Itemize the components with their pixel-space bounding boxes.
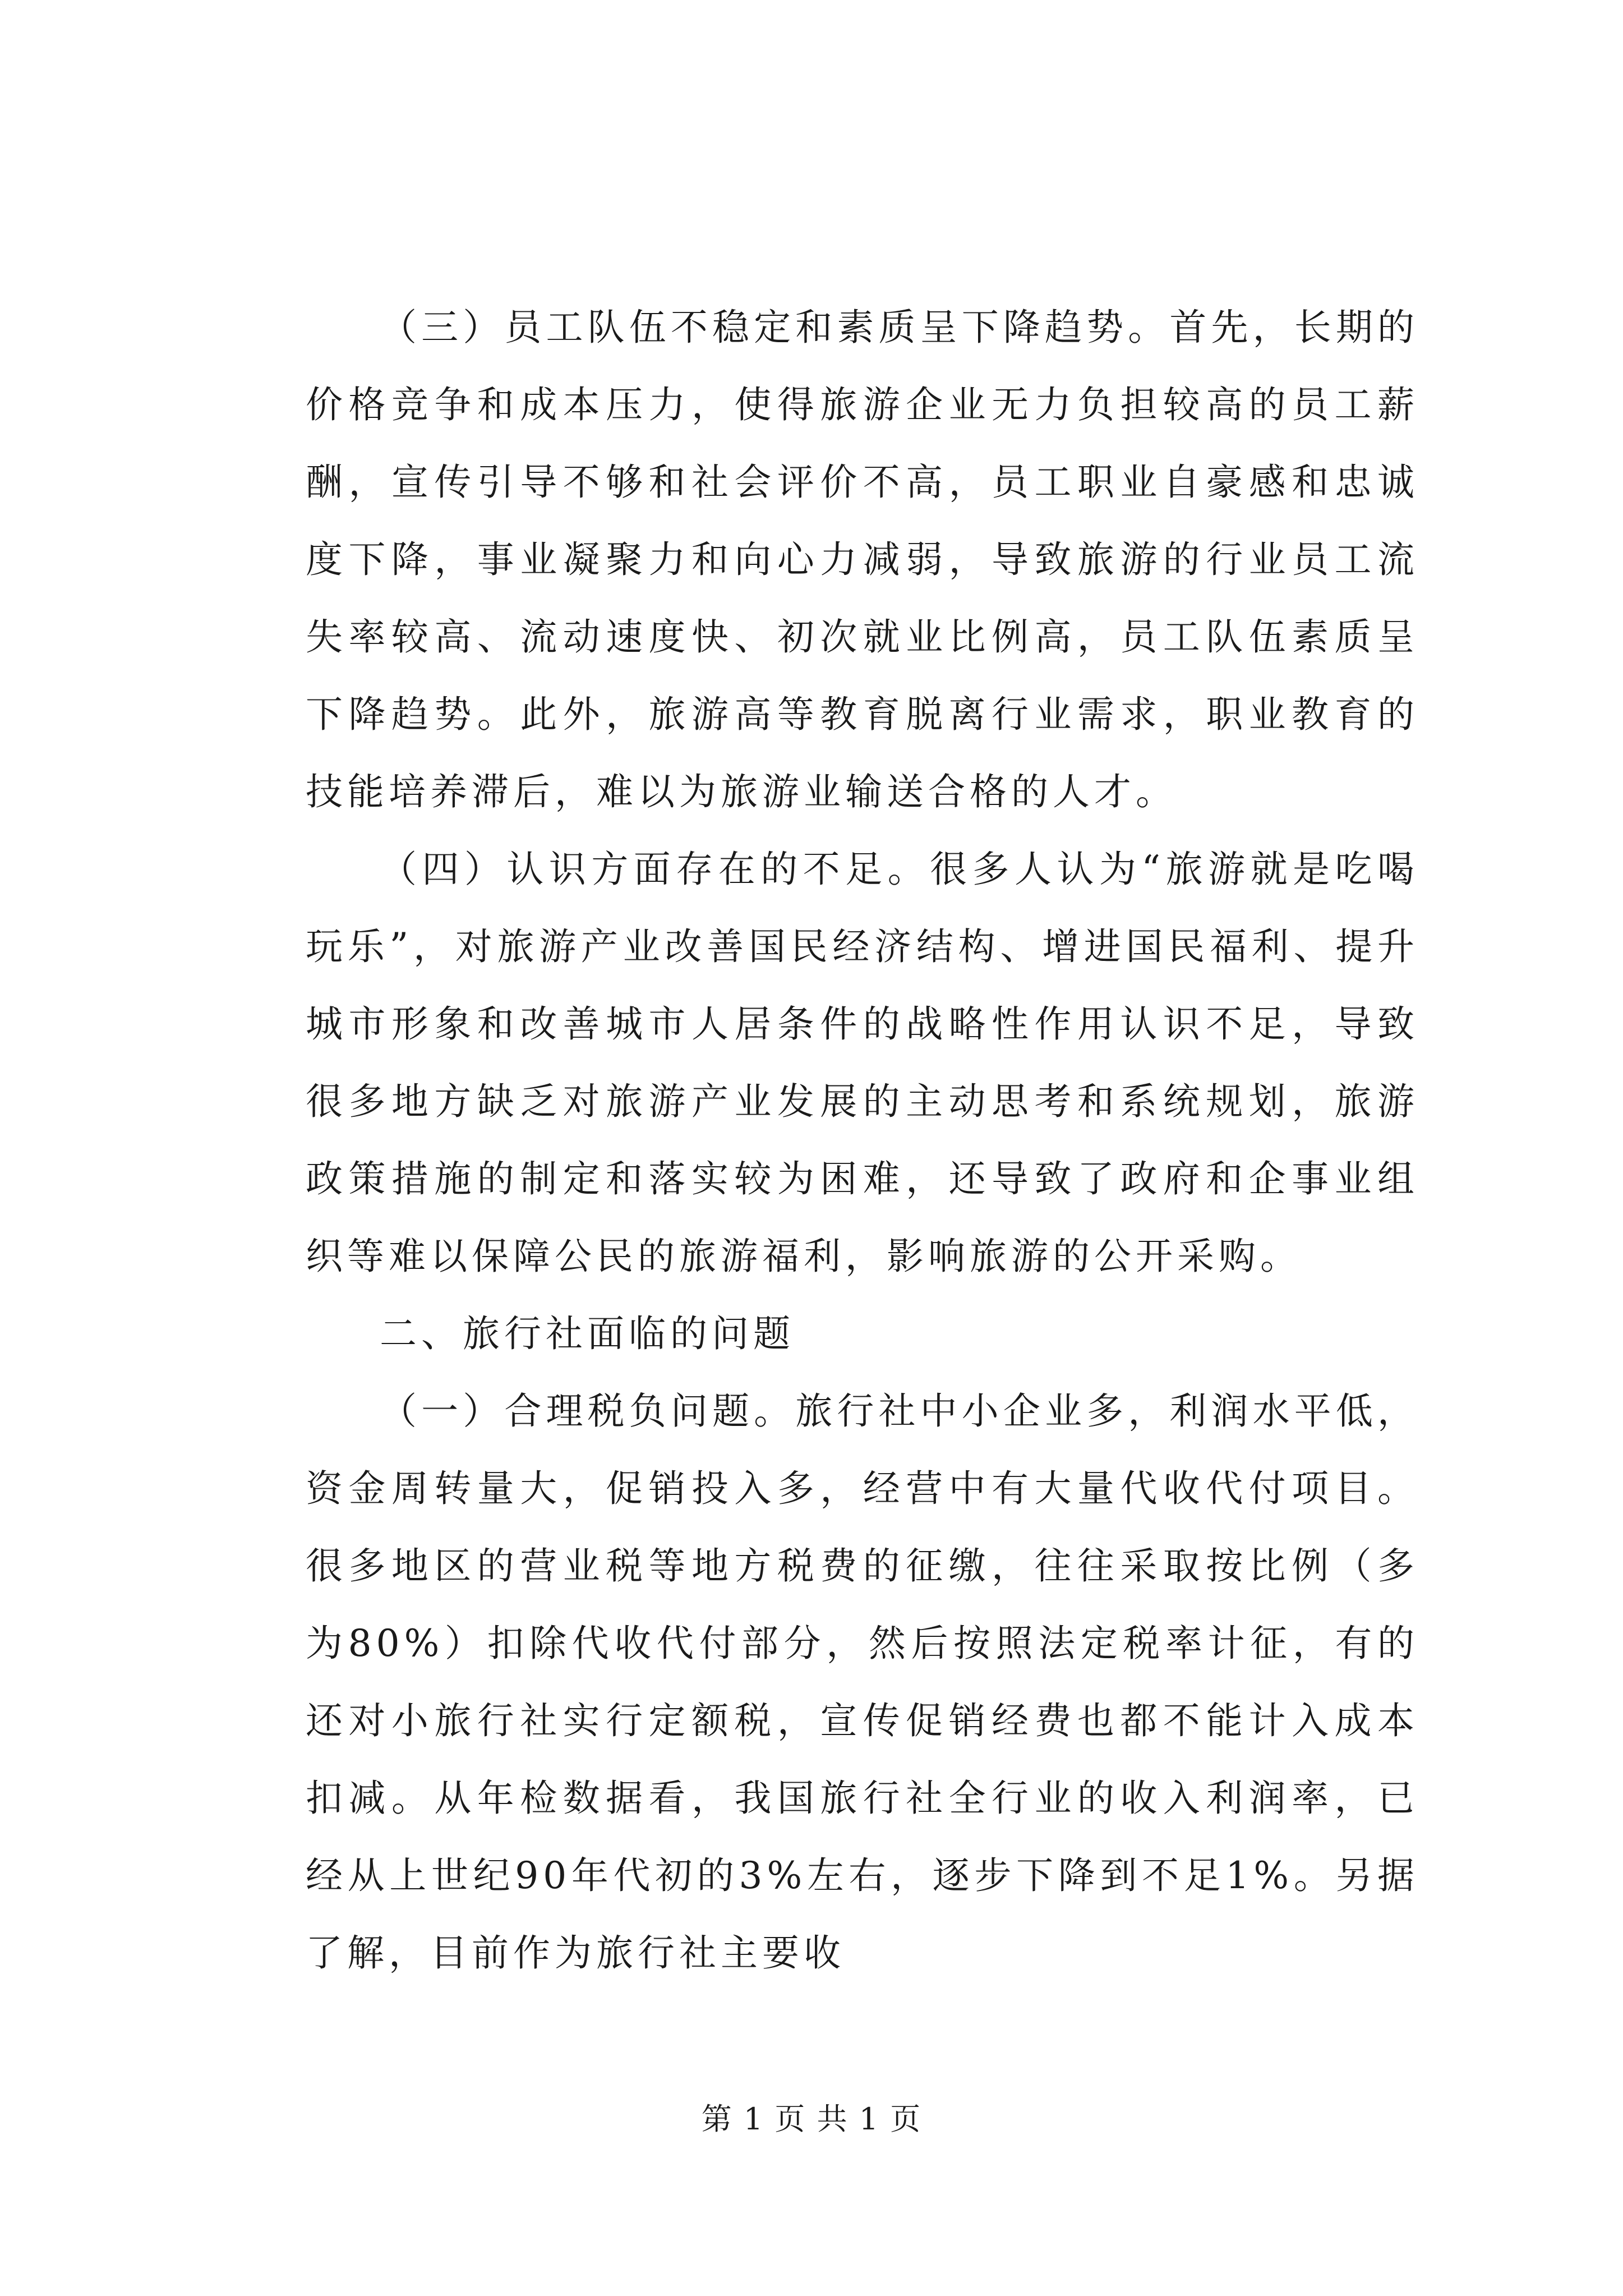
paragraph-tax-burden: （一）合理税负问题。旅行社中小企业多，利润水平低，资金周转量大，促销投入多，经营中有大量代收代付项目。很多地区的营业税等地方税费的征缴，往往采取按比例（多为80%）扣除代收代付部分，然后按照法定税率计征，有的还对小旅行社实行定额税，宣传促销经费也都不能计入成本扣减。从年检数据看，我国旅行社全行业的收入利润率，已经从上世纪90年代初的3%左右，逐步下降到不足1%。另据了解，目前作为旅行社主要收: [306, 1389, 1419, 1975]
page-footer: 第 1 页 共 1 页: [701, 2101, 922, 2137]
document-body: [306, 289, 1419, 1992]
paragraph-awareness: （四）认识方面存在的不足。很多人认为“旅游就是吃喝玩乐”，对旅游产业改善国民经济结构、增进国民福利、提升城市形象和改善城市人居条件的战略性作用认识不足，导致很多地方缺乏对旅游产业发展的主动思考和系统规划，旅游政策措施的制定和落实较为困难，还导致了政府和企事业组织等难以保障公民的旅游福利，影响旅游的公开采购。: [306, 848, 1419, 1278]
section-heading: 二、旅行社面临的问题: [380, 1312, 795, 1355]
paragraph-staff-stability: （三）员工队伍不稳定和素质呈下降趋势。首先，长期的价格竞争和成本压力，使得旅游企业无力负担较高的员工薪酬，宣传引导不够和社会评价不高，员工职业自豪感和忠诚度下降，事业凝聚力和向心力减弱，导致旅游的行业员工流失率较高、流动速度快、初次就业比例高，员工队伍素质呈下降趋势。此外，旅游高等教育脱离行业需求，职业教育的技能培养滞后，难以为旅游业输送合格的人才。: [306, 306, 1419, 813]
